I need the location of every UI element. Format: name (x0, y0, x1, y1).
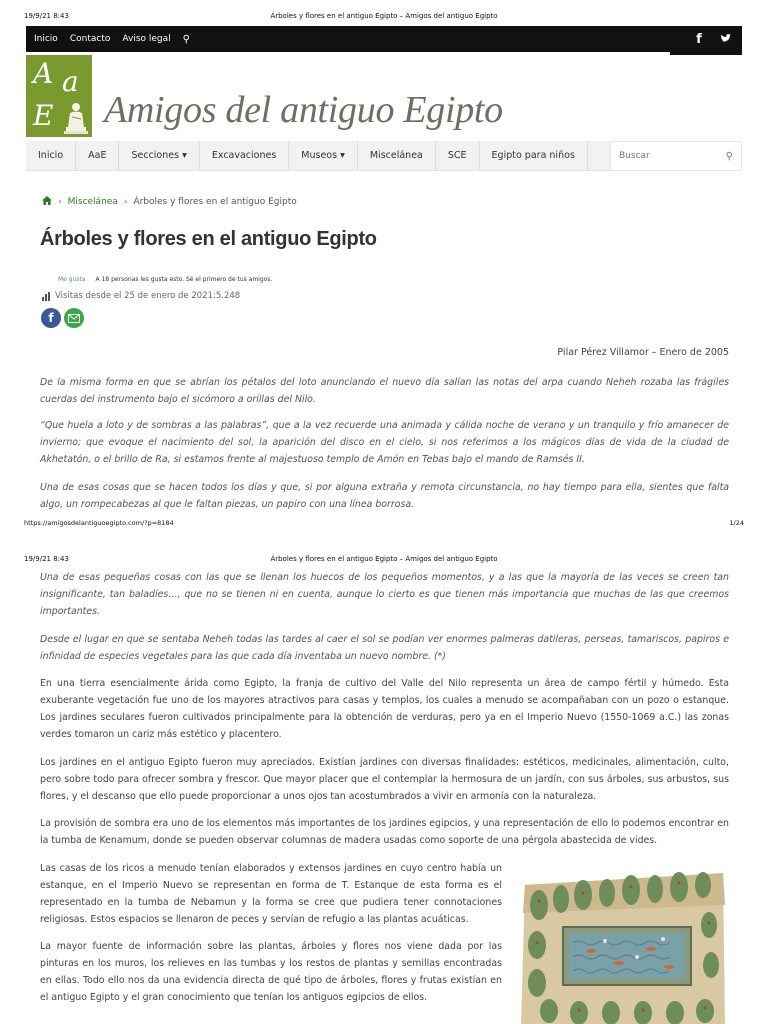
logo-letter-a-upper: A (33, 57, 54, 90)
print-title: Árboles y flores en el antiguo Egipto – Amigos del antiguo Egipto (270, 12, 498, 20)
breadcrumb-link-miscelanea[interactable]: Miscelánea (67, 197, 118, 207)
social-links (688, 32, 736, 47)
twitter-icon[interactable] (714, 32, 736, 47)
article-paragraph: Las casas de los ricos a menudo tenían elaborados y extensos jardines en cuyo centro había un estanque, en el Imperio Nuevo se representan en forma de T. Estanque de esta forma es el representado en la tumba de Nebamun y la forma se cree que pudiera tener connotaciones religiosas. Estos espacios se llenaron de peces y servían de refugio a las plantas acuáticas. (40, 863, 502, 925)
home-icon[interactable] (42, 196, 52, 208)
breadcrumb (42, 196, 297, 208)
print-date: 19/9/21 8:43 (24, 12, 69, 20)
article-paragraph: La mayor fuente de información sobre las plantas, árboles y flores nos viene dada por las pinturas en los muros, los relieves en las tumbas y los restos de plantas y semillas encontradas en ellas. Todo ello nos da una evidencia directa de qué tipo de árboles, flores y frutas existían en el antiguo Egipto y el gran conocimiento que tenían los antiguos egipcios de ellos. (40, 941, 502, 1003)
topbar-rule (670, 52, 742, 55)
article-paragraph: “Que huela a loto y de sombras a las palabras”, que a la vez recuerde una animada y cálida noche de verano y un tranquilo y frío amanecer de invierno; que evoque el nacimiento del sol, la aparición del disco en el cielo, si nos referimos a los mágicos días de vida de la ciudad de Akhetatón, o el brillo de Ra, si estamos frente al majestuoso templo de Amón en Tebas bajo el mando de Ramsés II. (40, 420, 729, 465)
nav-search (610, 141, 742, 171)
garden-painting-image (519, 865, 729, 1024)
fb-like-count: A 18 personas les gusta esto. Sé el primero de tus amigos. (95, 276, 273, 283)
article-paragraph: La provisión de sombra era uno de los elementos más importantes de los jardines egipcios, y una representación de ello lo podemos encontrar en la tumba de Kenamum, donde se pueden observar columnas de madera usadas como soporte de una pérgola abastecida de vides. (40, 818, 729, 846)
facebook-icon[interactable]: f (696, 31, 702, 47)
author-line: Pilar Pérez Villamor – Enero de 2005 (557, 347, 729, 358)
nav-item-secciones[interactable]: Secciones ▾ (119, 141, 199, 171)
nav-item-museos[interactable]: Museos ▾ (289, 141, 358, 171)
article-paragraph: Desde el lugar en que se sentaba Neheh todas las tardes al caer el sol se podían ver enormes palmeras datileras, perseas, tamariscos, papiros e infinidad de especies vegetales para las que cada día inventaba un nuevo nombre. (*) (40, 634, 729, 662)
visit-counter (42, 291, 240, 301)
top-bar (26, 26, 742, 52)
share-buttons (41, 308, 84, 328)
facebook-share-icon[interactable]: f (41, 308, 61, 328)
breadcrumb-separator: › (58, 197, 62, 207)
nav-item-aae[interactable]: AaE (76, 141, 119, 171)
topbar-link-contacto[interactable]: Contacto (69, 34, 111, 44)
article-paragraph: De la misma forma en que se abrían los pétalos del loto anunciando el nuevo día salían las notas del arpa cuando Neheh rozaba las frágiles cuerdas del instrumento bajo el sicómoro a orillas del Nilo. (40, 377, 729, 405)
nav-item-excavaciones[interactable]: Excavaciones (200, 141, 289, 171)
article-paragraph: En una tierra esencialmente árida como Egipto, la franja de cultivo del Valle del Nilo representa un área de campo fértil y húmedo. Esta exuberante vegetación fue uno de los mayores atractivos para casas y templos, los cuales a menudo se acompañaban con un pozo o estanque. Los jardines seculares fueron cultivados principalmente para la obtención de verduras, pero ya en el Imperio Nuevo (1550-1069 a.C.) las zonas verdes tomaron un cariz más estético y placentero. (40, 678, 729, 740)
print-header (24, 555, 744, 563)
logo-letter-e: E (33, 99, 54, 132)
breadcrumb-separator: › (123, 197, 128, 207)
print-date: 19/9/21 8:43 (24, 555, 69, 563)
article-paragraph: Una de esas pequeñas cosas con las que se llenan los huecos de los pequeños momentos, y a las que la mayoría de las veces se creen tan insignificante, tan baladíes…, que no se tienen ni en cuenta, aunque lo cierto es que tienen más importancia que muchas de las que creemos importantes. (40, 572, 729, 617)
site-title[interactable]: Amigos del antiguo Egipto (104, 89, 503, 131)
topbar-link-aviso-legal[interactable]: Aviso legal (122, 34, 171, 44)
print-footer (24, 519, 744, 527)
breadcrumb-current: Árboles y flores en el antiguo Egipto (133, 197, 297, 207)
print-page-number: 1/24 (729, 519, 744, 527)
print-title: Árboles y flores en el antiguo Egipto – Amigos del antiguo Egipto (270, 555, 498, 563)
nav-item-inicio[interactable]: Inicio (26, 141, 76, 171)
scribe-figure-icon (60, 99, 92, 137)
main-nav (26, 141, 742, 171)
visit-count: Visitas desde el 25 de enero de 2021:5.248 (55, 291, 241, 301)
nav-item-egipto-para-ninos[interactable]: Egipto para niños (480, 141, 588, 171)
page-title: Árboles y flores en el antiguo Egipto (40, 228, 377, 250)
nav-item-miscelanea[interactable]: Miscelánea (358, 141, 436, 171)
search-icon[interactable]: ⚲ (182, 33, 190, 45)
nav-item-sce[interactable]: SCE (436, 141, 480, 171)
topbar-link-inicio[interactable]: Inicio (34, 34, 58, 44)
print-url: https://amigosdelantiguoegipto.com/?p=8184 (24, 519, 174, 527)
search-icon[interactable]: ⚲ (725, 150, 733, 162)
search-input[interactable] (619, 151, 726, 161)
email-share-icon[interactable] (64, 308, 84, 328)
bar-chart-icon (42, 292, 50, 301)
article-paragraph: Una de esas cosas que se hacen todos los días y que, si por alguna extraña y remota circunstancia, no hay tiempo para ella, sientes que falta algo, un rompecabezas al que le faltan piezas, un papiro con una línea borrosa. (40, 482, 729, 510)
fb-like-button[interactable]: Me gusta (58, 276, 86, 283)
article-paragraph: Los jardines en el antiguo Egipto fueron muy apreciados. Existían jardines con diversas finalidades: estéticos, medicinales, alimentación, culto, pero sobre todo para ofrecer sombra y frescor. Que mayor placer que el contemplar la hermosura de un jardín, con sus árboles, sus arbustos, sus flores, y el descanso que ello puede proporcionar a unos ojos tan acostumbrados a vivir en armonía con la naturaleza. (40, 757, 729, 802)
facebook-like-widget (58, 276, 272, 283)
logo-letter-a-lower: a (62, 65, 79, 98)
print-header (24, 12, 744, 20)
